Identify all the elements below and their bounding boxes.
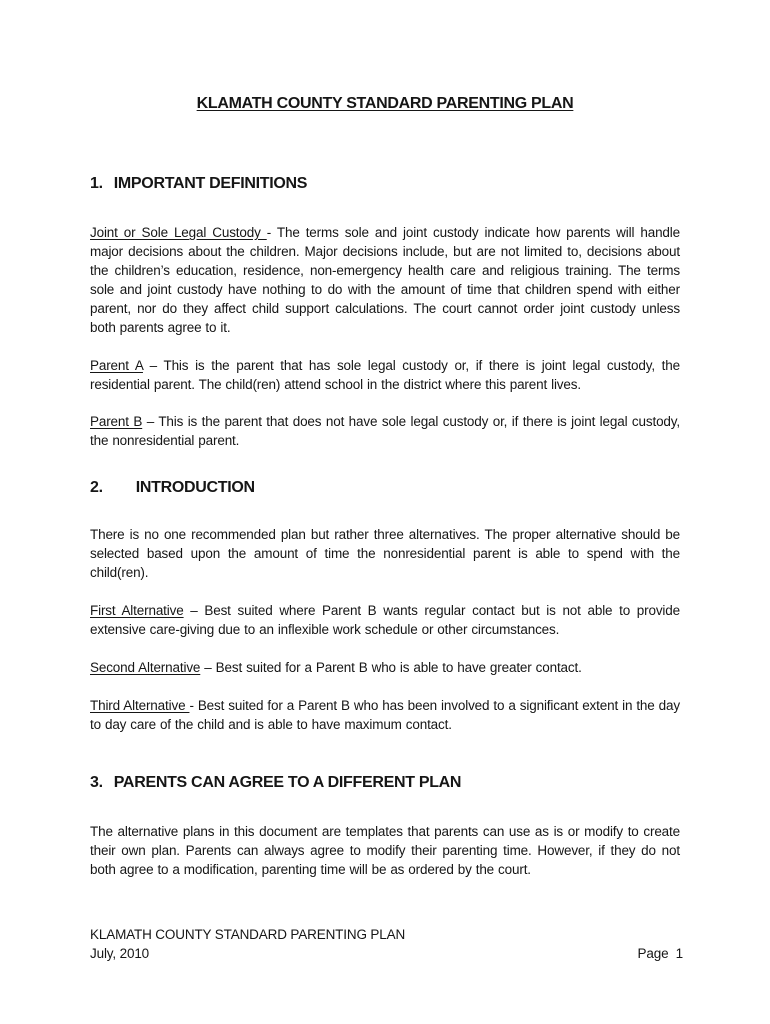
term-joint-or-sole-legal-custody: Joint or Sole Legal Custody	[90, 225, 267, 240]
section-1-number: 1.	[90, 175, 103, 192]
term-third-alternative: Third Alternative	[90, 698, 190, 713]
paragraph-first-alternative	[90, 601, 680, 639]
document-title-text: KLAMATH COUNTY STANDARD PARENTING PLAN	[196, 95, 574, 112]
separator-dash: -	[266, 225, 277, 240]
separator-dash: –	[142, 358, 164, 373]
section-3-heading	[90, 772, 680, 793]
section-1-heading-text: IMPORTANT DEFINITIONS	[113, 175, 308, 192]
footer-page-number: Page 1	[637, 946, 683, 961]
document-title	[90, 94, 680, 114]
paragraph-different-plan	[90, 822, 680, 879]
paragraph-text: The alternative plans in this document are templates that parents can use as is or modify to create their own plan. Parents can always agree to modify their parenting time. However, if they do not both agree to a modification, parenting time will be as ordered by the court.	[90, 824, 680, 877]
section-2-heading-text: INTRODUCTION	[135, 479, 255, 496]
section-3-heading-text: PARENTS CAN AGREE TO A DIFFERENT PLAN	[113, 774, 462, 791]
paragraph-text: There is no one recommended plan but rather three alternatives. The proper alternative should be selected based upon the amount of time the nonresidential parent is able to spend with the child(ren).	[90, 527, 680, 580]
term-parent-b: Parent B	[90, 414, 143, 429]
paragraph-text: Best suited where Parent B wants regular contact but is not able to provide extensive care-giving due to an inflexible work schedule or other circumstances.	[90, 603, 680, 637]
separator-dash: –	[183, 603, 205, 618]
footer-date: July, 2010	[90, 946, 150, 961]
paragraph-text: The terms sole and joint custody indicate how parents will handle major decisions about the children. Major decisions include, but are not limited to, decisions about the children’s education, residence, non-emergency health care and religious training. The terms sole and joint custody have nothing to do with the amount of time that children spend with either parent, nor do they affect child support calculations. The court cannot order joint custody unless both parents agree to it.	[90, 225, 680, 335]
paragraph-second-alternative	[90, 658, 680, 677]
footer-row	[90, 944, 683, 963]
section-2-heading	[90, 477, 680, 498]
paragraph-text: This is the parent that has sole legal custody or, if there is joint legal custody, the residential parent. The child(ren) attend school in the district where this parent lives.	[90, 358, 680, 392]
term-first-alternative: First Alternative	[90, 603, 184, 618]
document-content	[90, 0, 680, 879]
term-second-alternative: Second Alternative	[90, 660, 201, 675]
footer-title: KLAMATH COUNTY STANDARD PARENTING PLAN	[90, 927, 406, 942]
page-footer	[90, 925, 683, 963]
section-1-heading	[90, 173, 680, 194]
separator-dash: -	[189, 698, 198, 713]
separator-dash: –	[142, 414, 159, 429]
separator-dash: –	[200, 660, 216, 675]
paragraph-introduction	[90, 525, 680, 582]
paragraph-third-alternative	[90, 696, 680, 734]
section-2-number: 2.	[90, 479, 103, 496]
paragraph-text: This is the parent that does not have sole legal custody or, if there is joint legal custody, the nonresidential parent.	[90, 414, 680, 448]
paragraph-text: Best suited for a Parent B who is able to have greater contact.	[215, 660, 582, 675]
term-parent-a: Parent A	[90, 358, 143, 373]
paragraph-joint-or-sole-legal-custody	[90, 223, 680, 337]
paragraph-text: Best suited for a Parent B who has been involved to a significant extent in the day to day care of the child and is able to have maximum contact.	[90, 698, 680, 732]
paragraph-parent-b	[90, 412, 680, 450]
paragraph-parent-a	[90, 356, 680, 394]
section-3-number: 3.	[90, 774, 103, 791]
